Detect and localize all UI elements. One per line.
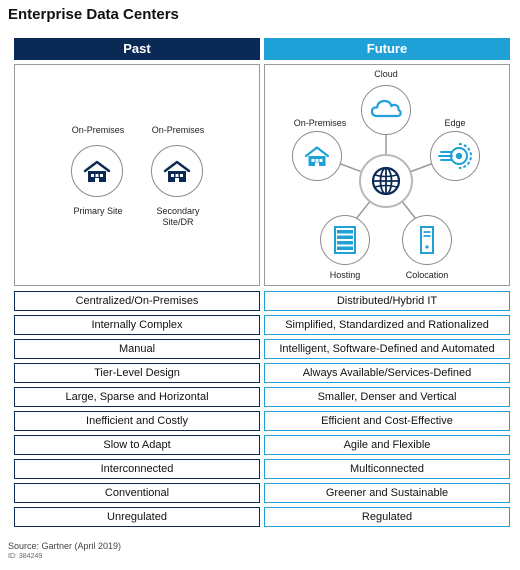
- past-row-4: Tier-Level Design: [14, 363, 260, 383]
- past-row-1: Centralized/On-Premises: [14, 291, 260, 311]
- past-row-10: Unregulated: [14, 507, 260, 527]
- colocation-server-icon: [402, 215, 452, 265]
- past-column-header: Past: [14, 38, 260, 60]
- past-diagram-panel: [14, 64, 260, 286]
- future-row-1: Distributed/Hybrid IT: [264, 291, 510, 311]
- on-premises-label-secondary: On-Premises: [151, 125, 205, 135]
- future-row-4: Always Available/Services-Defined: [264, 363, 510, 383]
- future-diagram-panel: [264, 64, 510, 286]
- figure-id: ID: 384249: [8, 553, 43, 560]
- past-row-5: Large, Sparse and Horizontal: [14, 387, 260, 407]
- globe-hub-icon: [359, 154, 413, 208]
- past-row-2: Internally Complex: [14, 315, 260, 335]
- cloud-icon: [361, 85, 411, 135]
- past-row-6: Inefficient and Costly: [14, 411, 260, 431]
- secondary-site-label-line2: Site/DR: [162, 217, 194, 227]
- primary-site-building-icon: [71, 145, 123, 197]
- future-row-7: Agile and Flexible: [264, 435, 510, 455]
- future-row-2: Simplified, Standardized and Rationalized: [264, 315, 510, 335]
- past-row-9: Conventional: [14, 483, 260, 503]
- hosting-server-rack-icon: [320, 215, 370, 265]
- edge-icon: [430, 131, 480, 181]
- colocation-label: Colocation: [405, 270, 449, 280]
- primary-site-label: Primary Site: [73, 206, 123, 216]
- on-premises-building-icon: [292, 131, 342, 181]
- on-premises-future-label: On-Premises: [293, 118, 347, 128]
- future-row-5: Smaller, Denser and Vertical: [264, 387, 510, 407]
- secondary-site-label-line1: Secondary: [156, 206, 200, 216]
- future-column-header: Future: [264, 38, 510, 60]
- future-row-10: Regulated: [264, 507, 510, 527]
- future-row-6: Efficient and Cost-Effective: [264, 411, 510, 431]
- past-row-8: Interconnected: [14, 459, 260, 479]
- secondary-site-building-icon: [151, 145, 203, 197]
- cloud-label: Cloud: [374, 69, 398, 79]
- edge-label: Edge: [444, 118, 466, 128]
- past-row-3: Manual: [14, 339, 260, 359]
- future-row-9: Greener and Sustainable: [264, 483, 510, 503]
- source-note: Source: Gartner (April 2019): [8, 541, 122, 551]
- on-premises-label-primary: On-Premises: [71, 125, 125, 135]
- hosting-label: Hosting: [329, 270, 361, 280]
- future-row-8: Multiconnected: [264, 459, 510, 479]
- future-row-3: Intelligent, Software-Defined and Automated: [264, 339, 510, 359]
- page-title: Enterprise Data Centers: [8, 6, 179, 23]
- past-row-7: Slow to Adapt: [14, 435, 260, 455]
